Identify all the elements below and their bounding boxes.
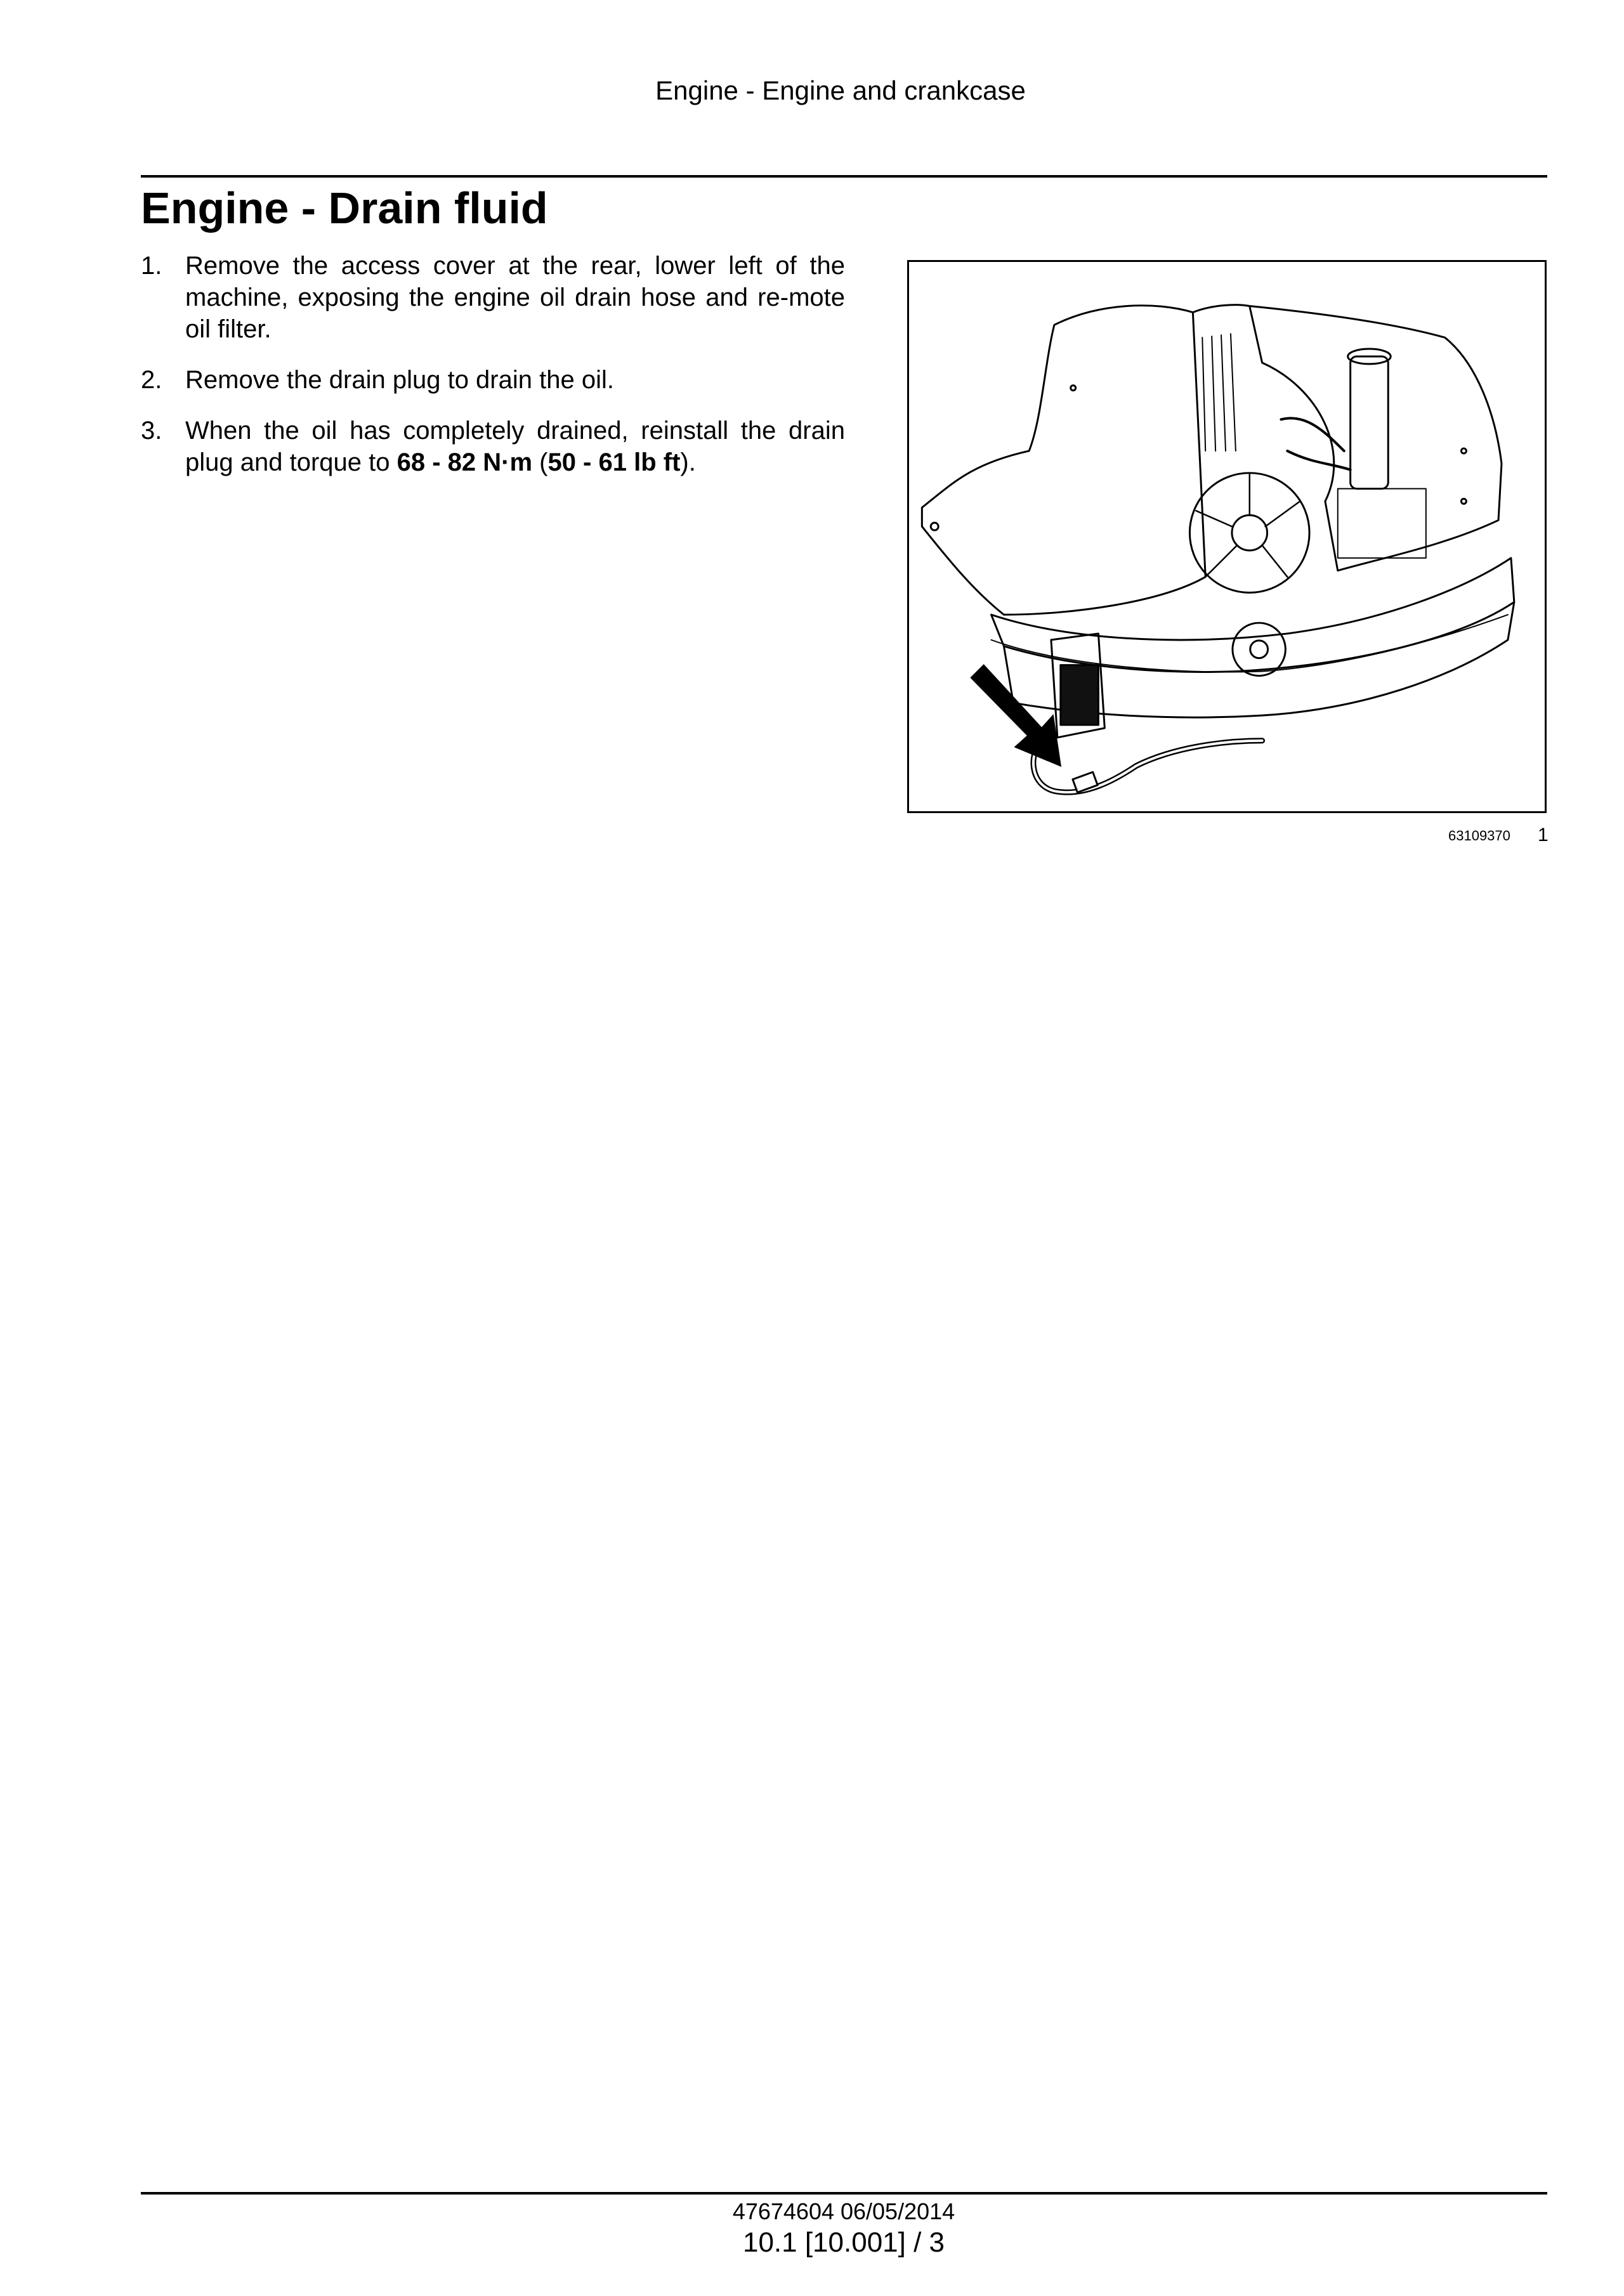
torque-value: 68 - 82 N·m — [396, 448, 533, 476]
engine-compartment-drain-hose-illustration — [909, 262, 1545, 811]
step-text-run: ). — [680, 448, 696, 476]
step-number: 2. — [141, 366, 162, 394]
step-text-run: Remove the access cover at the rear, lower left of the machine, exposing the engine oil drain hose and re-mote oil filter. — [185, 252, 845, 343]
step-number: 1. — [141, 252, 162, 280]
pointer-arrow-icon — [971, 665, 1061, 766]
procedure-step — [141, 364, 845, 396]
section-heading: Engine - Drain fluid — [141, 183, 548, 233]
figure-frame — [907, 260, 1547, 813]
page-number: 10.1 [10.001] / 3 — [742, 2227, 945, 2258]
procedure-step — [141, 250, 845, 345]
procedure-steps — [141, 250, 845, 497]
step-text — [185, 366, 614, 394]
step-number: 3. — [141, 417, 162, 445]
step-text-run: ( — [532, 448, 548, 476]
figure-number: 1 — [1538, 825, 1549, 845]
document-id: 47674604 06/05/2014 — [732, 2198, 955, 2224]
figure-code: 63109370 — [1448, 828, 1510, 844]
step-text — [185, 252, 845, 343]
running-header: Engine - Engine and crankcase — [655, 75, 1026, 105]
step-text-run: Remove the drain plug to drain the oil. — [185, 366, 614, 394]
torque-value: 50 - 61 lb ft — [547, 448, 681, 476]
step-text-run: When the oil has completely drained, reinstall the drain plug and torque to — [185, 417, 845, 476]
procedure-step — [141, 415, 845, 478]
footer-rule — [141, 2192, 1547, 2195]
step-text — [185, 417, 845, 476]
